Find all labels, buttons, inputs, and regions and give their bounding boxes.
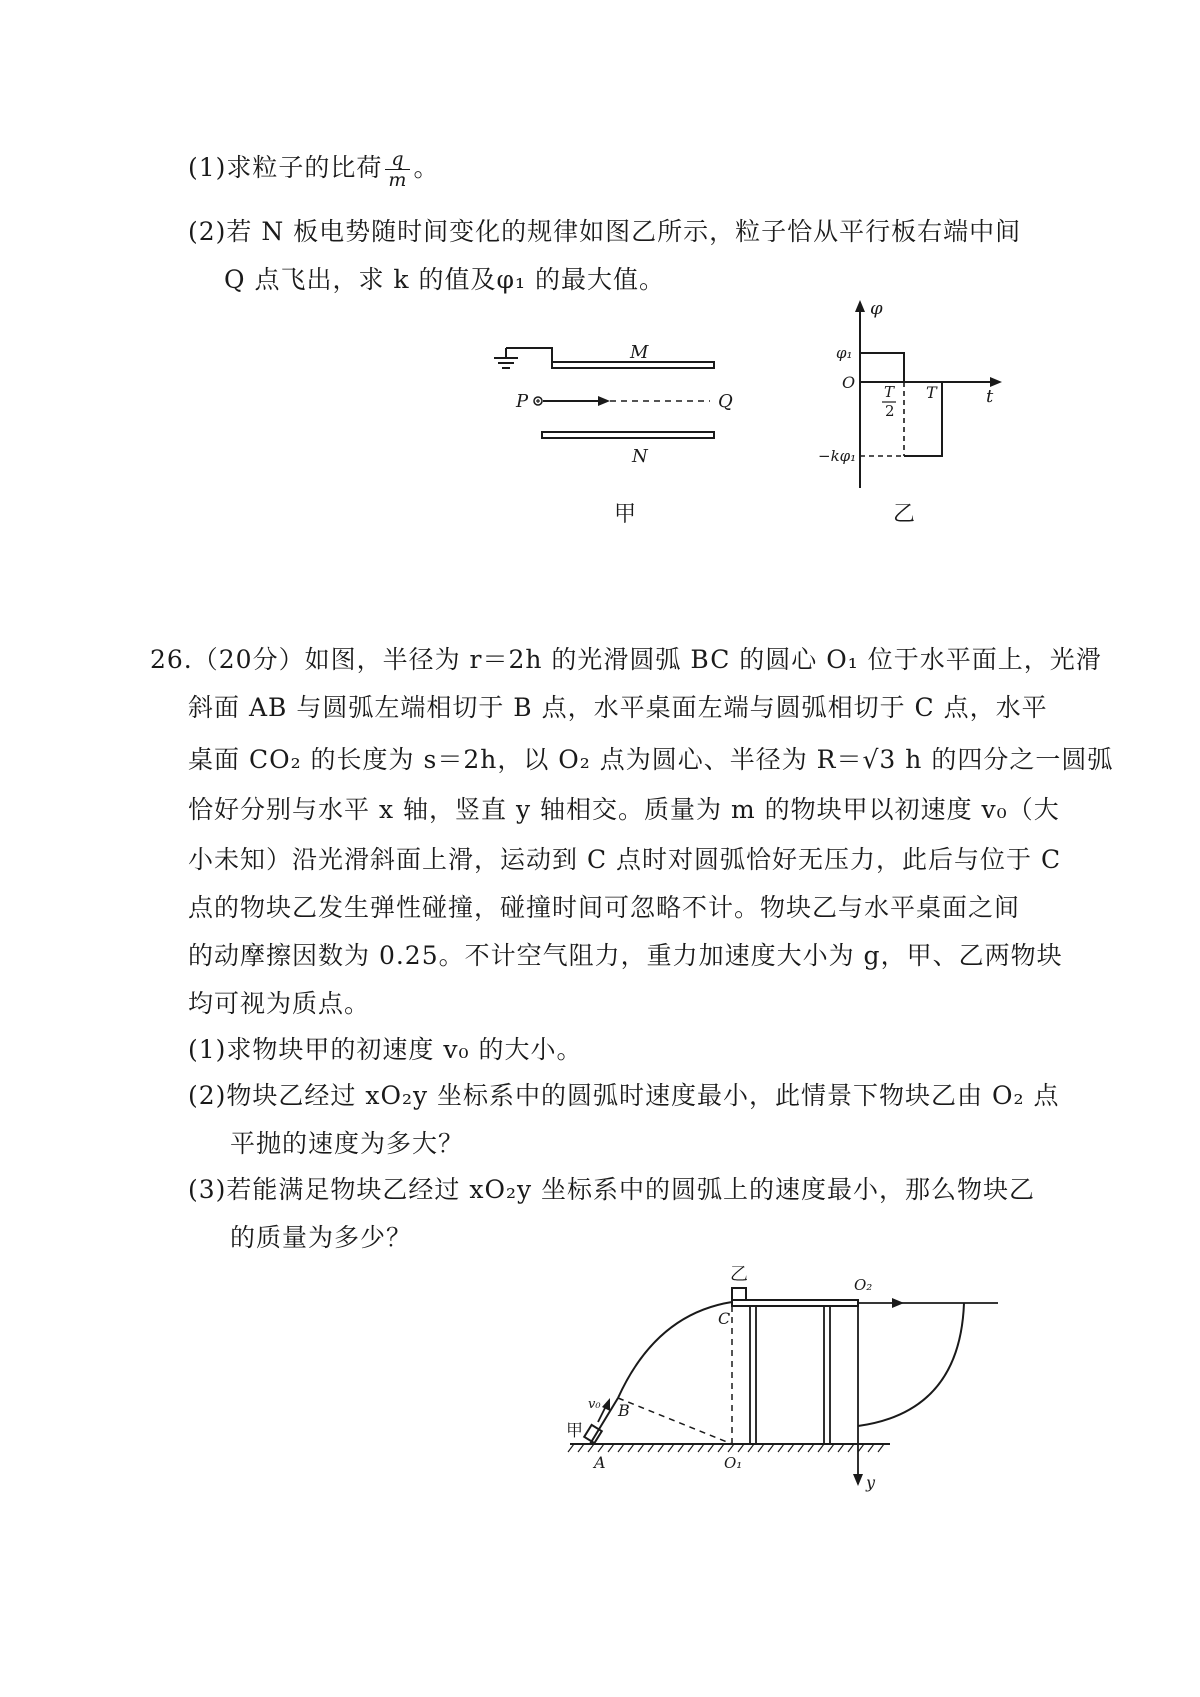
problem-26-line-3: 桌面 CO₂ 的长度为 s＝2h，以 O₂ 点为圆心、半径为 R＝√3 h 的四分之一圆弧 bbox=[188, 745, 1114, 774]
plate-n bbox=[542, 432, 714, 438]
problem-26-question-1: (1)求物块甲的初速度 v₀ 的大小。 bbox=[188, 1035, 583, 1064]
figure-26 bbox=[560, 1262, 1020, 1502]
problem-26-line-1: 26.（20分）如图，半径为 r＝2h 的光滑圆弧 BC 的圆心 O₁ 位于水平面上，光滑 bbox=[150, 645, 1102, 674]
question-2-line-2: Q 点飞出，求 k 的值及φ₁ 的最大值。 bbox=[224, 265, 665, 294]
quarter-arc bbox=[858, 1303, 964, 1426]
figure-jia bbox=[488, 338, 748, 468]
axis-t-label: t bbox=[986, 386, 994, 407]
caption-yi: 乙 bbox=[893, 502, 916, 527]
problem-26-line-5: 小未知）沿光滑斜面上滑，运动到 C 点时对圆弧恰好无压力，此后与位于 C bbox=[188, 845, 1062, 874]
fraction-numerator: q bbox=[385, 149, 410, 170]
question-1-suffix: 。 bbox=[413, 153, 440, 182]
label-o1: O₁ bbox=[724, 1454, 743, 1472]
label-p: P bbox=[516, 391, 529, 412]
label-y: y bbox=[866, 1473, 876, 1492]
problem-26-question-3-line-1: (3)若能满足物块乙经过 xO₂y 坐标系中的圆弧上的速度最小，那么物块乙 bbox=[188, 1175, 1036, 1204]
problem-26-line-6: 点的物块乙发生弹性碰撞，碰撞时间可忽略不计。物块乙与水平桌面之间 bbox=[188, 893, 1021, 922]
phi1-label: φ₁ bbox=[836, 344, 853, 362]
label-o2: O₂ bbox=[854, 1276, 873, 1294]
question-1-prefix: (1)求粒子的比荷 bbox=[188, 153, 383, 182]
label-b: B bbox=[618, 1401, 630, 1420]
label-n: N bbox=[632, 446, 648, 467]
fraction-denominator: m bbox=[388, 169, 408, 191]
label-yi: 乙 bbox=[730, 1264, 748, 1285]
label-v0: v₀ bbox=[588, 1397, 601, 1412]
axis-phi-label: φ bbox=[870, 298, 883, 319]
table-top bbox=[732, 1300, 858, 1306]
arc-bc bbox=[618, 1302, 732, 1398]
problem-26-line-7: 的动摩擦因数为 0.25。不计空气阻力，重力加速度大小为 g，甲、乙两物块 bbox=[188, 941, 1063, 970]
label-a: A bbox=[594, 1453, 606, 1472]
problem-26-line-8: 均可视为质点。 bbox=[188, 989, 371, 1018]
figure-yi bbox=[818, 298, 1012, 498]
problem-26-question-2-line-2: 平抛的速度为多大？ bbox=[230, 1129, 465, 1158]
block-yi bbox=[732, 1288, 746, 1300]
problem-26-line-4: 恰好分别与水平 x 轴，竖直 y 轴相交。质量为 m 的物块甲以初速度 v₀（大 bbox=[188, 795, 1060, 824]
question-2-line-1: (2)若 N 板电势随时间变化的规律如图乙所示，粒子恰从平行板右端中间 bbox=[188, 217, 1022, 246]
problem-26-question-2-line-1: (2)物块乙经过 xO₂y 坐标系中的圆弧时速度最小，此情景下物块乙由 O₂ 点 bbox=[188, 1081, 1060, 1110]
t-half-den: 2 bbox=[885, 402, 895, 420]
caption-jia: 甲 bbox=[614, 502, 637, 527]
neg-k-phi1-label: −kφ₁ bbox=[818, 447, 857, 465]
label-m: M bbox=[630, 342, 649, 363]
problem-26-question-3-line-2: 的质量为多少？ bbox=[230, 1223, 413, 1252]
question-1-ratio bbox=[188, 148, 439, 190]
period-label: T bbox=[926, 383, 937, 402]
origin-label: O bbox=[842, 373, 856, 392]
t-half-num: T bbox=[884, 383, 895, 401]
label-jia: 甲 bbox=[566, 1421, 583, 1441]
problem-26-line-2: 斜面 AB 与圆弧左端相切于 B 点，水平桌面左端与圆弧相切于 C 点，水平 bbox=[188, 693, 1048, 722]
label-c: C bbox=[718, 1309, 731, 1328]
charge-mass-fraction bbox=[385, 149, 410, 190]
label-q: Q bbox=[718, 391, 733, 412]
